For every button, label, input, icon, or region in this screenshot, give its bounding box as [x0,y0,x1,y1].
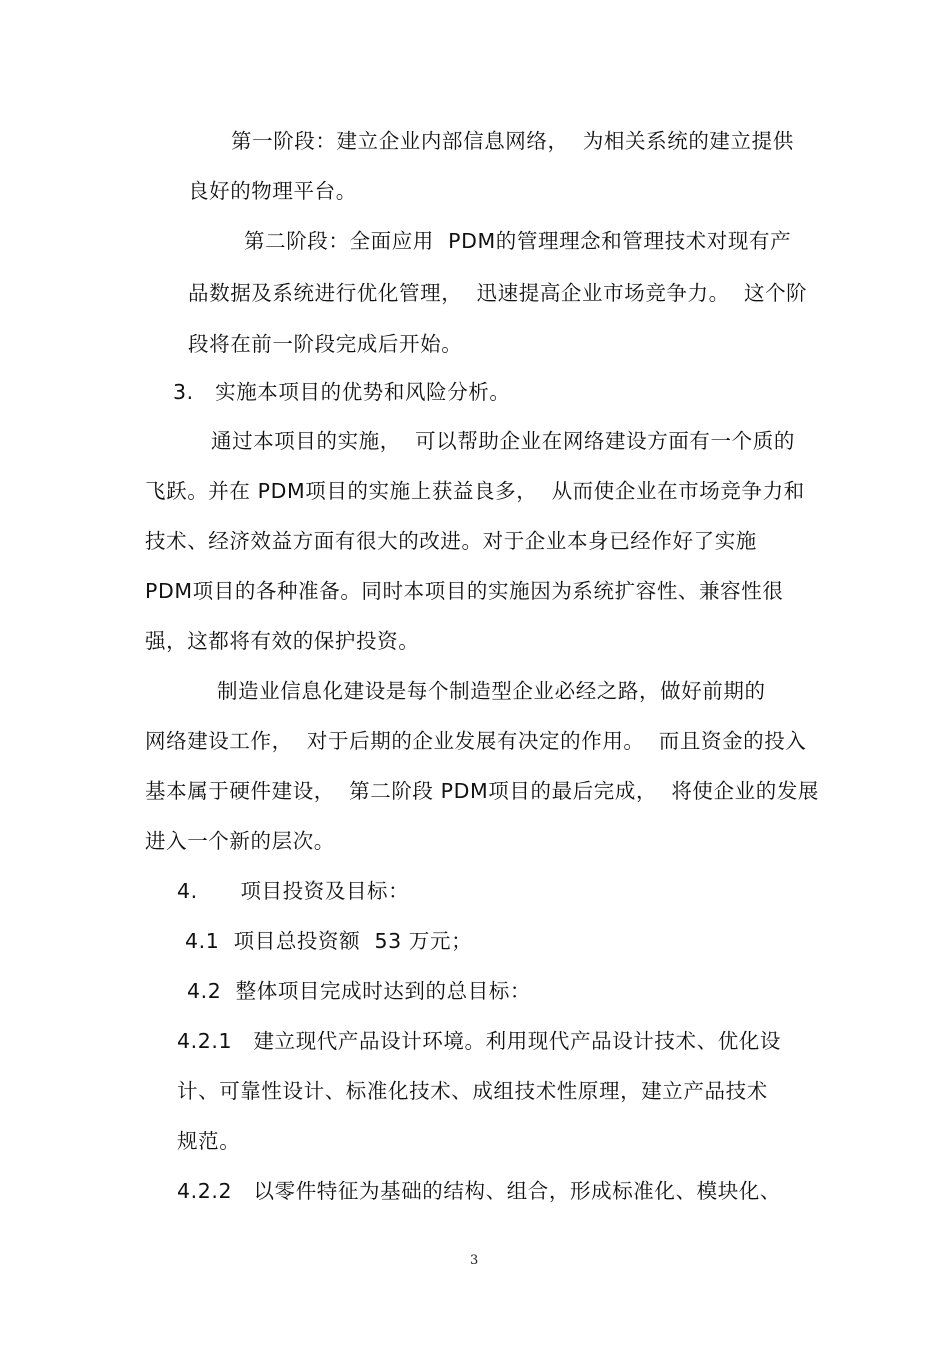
list-item: 4.2.1 建立现代产品设计环境。利用现代产品设计技术、优化设 [177,1029,782,1053]
text-line: 技术、经济效益方面有很大的改进。对于企业本身已经作好了实施 [145,529,757,553]
text-line: 良好的物理平台。 [188,179,357,203]
text-line: 段将在前一阶段完成后开始。 [188,332,463,356]
text-line: 第二阶段：全面应用 PDM的管理理念和管理技术对现有产 [244,229,792,253]
text-line: PDM项目的各种准备。同时本项目的实施因为系统扩容性、兼容性很 [145,579,784,603]
page-number: 3 [470,1253,479,1268]
text-line: 规范。 [177,1129,241,1153]
list-item: 4.2.2 以零件特征为基础的结构、组合，形成标准化、模块化、 [177,1179,782,1203]
text-line: 飞跃。并在 PDM项目的实施上获益良多， 从而使企业在市场竞争力和 [145,479,805,503]
text-line: 计、可靠性设计、标准化技术、成组技术性原理，建立产品技术 [177,1079,768,1103]
text-line: 进入一个新的层次。 [145,829,335,853]
text-line: 基本属于硬件建设， 第二阶段 PDM项目的最后完成， 将使企业的发展 [145,779,820,803]
text-line: 品数据及系统进行优化管理， 迅速提高企业市场竞争力。 这个阶 [188,281,808,305]
text-line: 通过本项目的实施， 可以帮助企业在网络建设方面有一个质的 [211,429,795,453]
text-line: 制造业信息化建设是每个制造型企业必经之路，做好前期的 [217,679,766,703]
list-item: 4.2 整体项目完成时达到的总目标： [187,979,532,1003]
text-line: 强，这都将有效的保护投资。 [145,629,420,653]
text-line: 第一阶段：建立企业内部信息网络， 为相关系统的建立提供 [231,129,794,153]
list-item: 4.1 项目总投资额 53 万元； [185,929,473,953]
text-line: 网络建设工作， 对于后期的企业发展有决定的作用。 而且资金的投入 [145,729,807,753]
section-heading: 4. 项目投资及目标： [177,879,410,903]
section-heading: 3. 实施本项目的优势和风险分析。 [173,380,511,404]
